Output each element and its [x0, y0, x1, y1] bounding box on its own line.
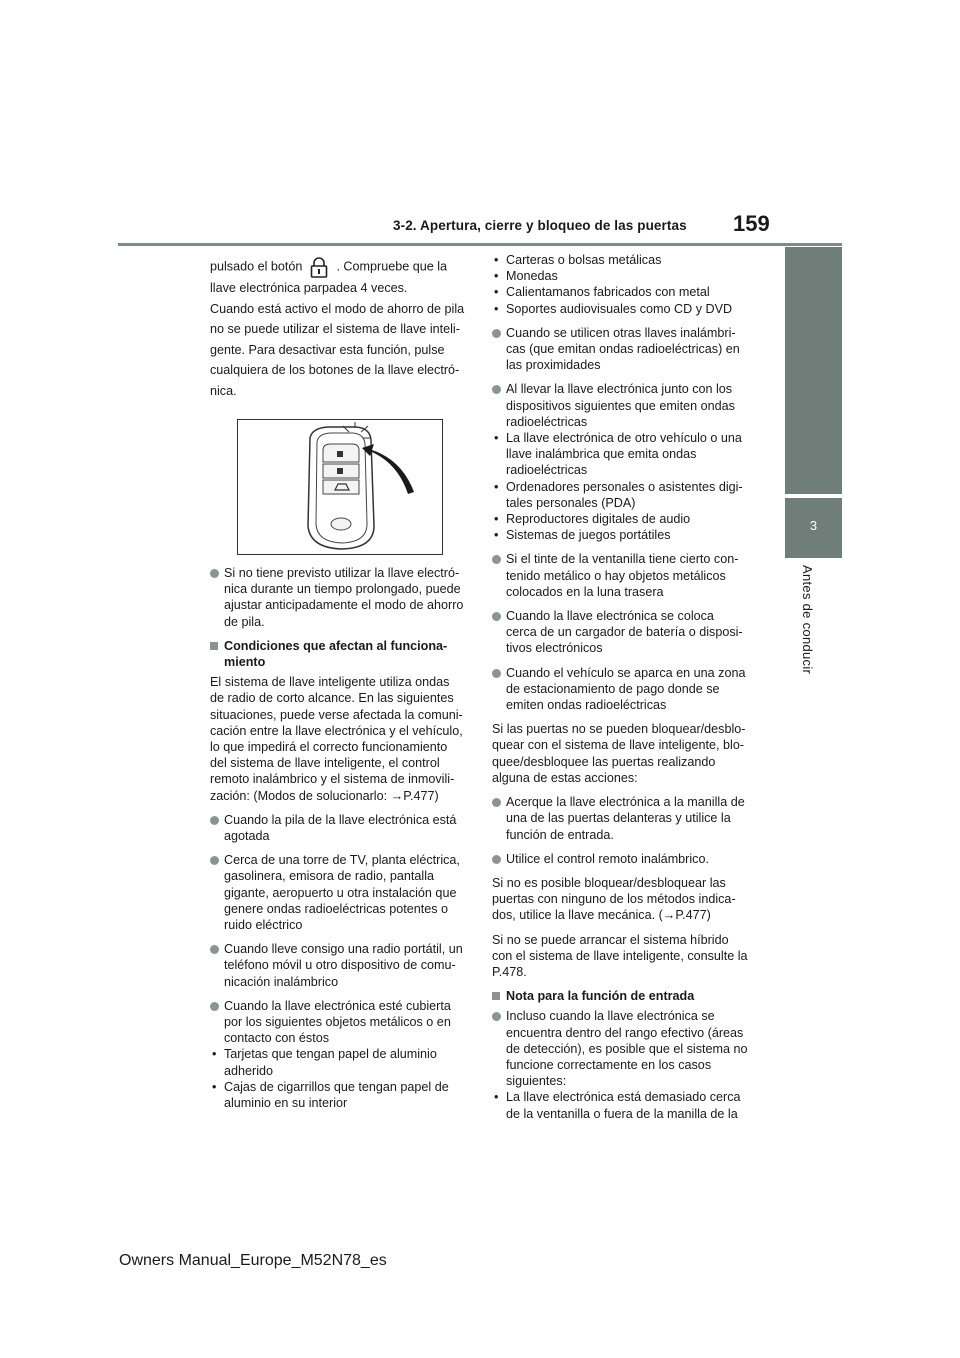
side-tab-bar — [785, 247, 842, 494]
chapter-number: 3 — [809, 518, 818, 533]
footer-manual-id: Owners Manual_Europe_M52N78_es — [119, 1252, 387, 1269]
list-item-text: La llave electrónica está demasiado cerca de la ventanilla o fuera de la manilla de la — [506, 1090, 741, 1121]
lock-icon — [308, 256, 330, 278]
lead-first-line — [210, 256, 466, 278]
metal-objects-list — [210, 1046, 466, 1111]
list-item: • La llave electrónica de otro vehículo o una llave inalámbrica que emita ondas radioeléctricas — [494, 431, 742, 478]
list-item-text: Soportes audiovisuales como CD y DVD — [506, 301, 733, 316]
circle-bullet-icon — [492, 555, 501, 564]
battery-saver-note — [210, 565, 466, 630]
circle-bullet-icon — [210, 569, 219, 578]
list-item-text: Carteras o bolsas metálicas — [506, 253, 662, 267]
condition-bullet — [210, 852, 466, 933]
condition-bullet — [210, 812, 466, 844]
header-rule — [118, 243, 842, 246]
list-item-text: Cajas de cigarrillos que tengan papel de aluminio en su interior — [224, 1079, 449, 1111]
list-item-text: Monedas — [506, 269, 558, 284]
condition-bullet — [210, 998, 466, 1111]
list-item: • Carteras o bolsas metálicas — [494, 253, 662, 267]
lock-fail-paragraph: Si las puertas no se pueden bloquear/desblo-quear con el sistema de llave inteligente, blo-quee/desbloquee las puertas realizando alguna de estas acciones: — [492, 722, 746, 785]
list-item-text: Sistemas de juegos portátiles — [506, 528, 671, 543]
list-item: • Cajas de cigarrillos que tengan papel de aluminio en su interior — [212, 1079, 449, 1111]
condition-bullet — [210, 941, 466, 990]
list-item-text: Calientamanos fabricados con metal — [506, 285, 710, 300]
circle-bullet-icon — [210, 856, 219, 865]
heading-text: Condiciones que afectan al funciona-miento — [224, 638, 448, 670]
condition-bullet — [492, 608, 748, 657]
bullet-text: Acerque la llave electrónica a la manilla de una de las puertas delanteras y utilice la función de entrada. — [506, 795, 745, 842]
entry-cases-list — [492, 1089, 748, 1121]
list-item: • Calientamanos fabricados con metal — [494, 285, 710, 300]
conditions-paragraph: El sistema de llave inteligente utiliza ondas de radio de corto alcance. En las siguientes situaciones, puede verse afectada la comuni-cación entre la llave electrónica y el vehículo, lo que impedirá el correcto funcionamiento del sistema de llave inteligente, el control remoto inalámbrico y el sistema de inmovili-zación: (Modos de solucionarlo: →P.477) — [210, 675, 463, 803]
right-column — [492, 252, 748, 1130]
entry-bullet — [492, 1008, 748, 1121]
key-fob-drawing — [238, 420, 442, 554]
list-item: • Tarjetas que tengan papel de aluminio adherido — [212, 1047, 437, 1078]
heading-text: Nota para la función de entrada — [506, 989, 695, 1004]
action-bullet — [492, 794, 748, 843]
devices-list — [492, 430, 748, 543]
lead-line: nica. — [210, 383, 237, 398]
lead-line: no se puede utilizar el sistema de llave inteli- — [210, 322, 460, 336]
circle-bullet-icon — [492, 329, 501, 338]
circle-bullet-icon — [492, 669, 501, 678]
mechanical-key-paragraph: Si no es posible bloquear/desbloquear las puertas con ninguno de los métodos indica-dos, utilice la llave mecánica. (→P.477) — [492, 875, 736, 923]
bullet-text: Al llevar la llave electrónica junto con los dispositivos siguientes que emiten ondas radioeléctricas — [506, 382, 735, 429]
lead-line: llave electrónica parpadea 4 veces. — [210, 281, 408, 295]
lead-line: Cuando está activo el modo de ahorro de pila — [210, 301, 465, 316]
page-number: 159 — [733, 211, 770, 236]
bullet-text: Incluso cuando la llave electrónica se encuentra dentro del rango efectivo (áreas de detección), es posible que el sistema no funcione correctamente en los casos siguientes: — [506, 1009, 748, 1089]
left-column — [210, 252, 466, 1119]
header-section-title: 3-2. Apertura, cierre y bloqueo de las puertas — [393, 218, 687, 233]
list-item: • La llave electrónica está demasiado cerca de la ventanilla o fuera de la manilla de la — [494, 1090, 741, 1121]
entry-function-heading — [492, 988, 748, 1004]
metal-objects-list-continued — [492, 252, 748, 317]
list-item-text: Reproductores digitales de audio — [506, 512, 691, 527]
list-item: • Sistemas de juegos portátiles — [494, 528, 671, 543]
bullet-text: Cuando el vehículo se aparca en una zona de estacionamiento de pago donde se emiten ondas radioeléctricas — [506, 665, 746, 713]
bullet-text: Cuando la llave electrónica se coloca cerca de un cargador de batería o disposi-tivos electrónicos — [506, 609, 743, 656]
condition-bullet — [492, 325, 748, 374]
list-item: • Monedas — [494, 269, 558, 284]
circle-bullet-icon — [492, 612, 501, 621]
circle-bullet-icon — [492, 1012, 501, 1021]
lead-paragraph — [210, 256, 466, 401]
conditions-heading — [210, 638, 466, 670]
bullet-text: Cuando se utilicen otras llaves inalámbri-cas (que emitan ondas radioeléctricas) en las proximidades — [506, 325, 740, 373]
action-bullet — [492, 851, 748, 867]
key-fob-illustration — [237, 419, 443, 555]
circle-bullet-icon — [210, 945, 219, 954]
chapter-tab — [785, 498, 842, 558]
bullet-text: Utilice el control remoto inalámbrico. — [506, 851, 709, 866]
condition-bullet — [492, 551, 748, 600]
hybrid-start-paragraph: Si no se puede arrancar el sistema híbrido con el sistema de llave inteligente, consulte la P.478. — [492, 932, 748, 979]
chapter-title: Antes de conducir — [800, 565, 815, 675]
bullet-text: Cuando la llave electrónica esté cubierta por los siguientes objetos metálicos o en contacto con éstos — [224, 998, 451, 1046]
circle-bullet-icon — [210, 1002, 219, 1011]
bullet-text: Cuando lleve consigo una radio portátil, un teléfono móvil u otro dispositivo de comu-nicación inalámbrico — [224, 942, 463, 989]
lead-line: gente. Para desactivar esta función, pulse — [210, 342, 445, 357]
circle-bullet-icon — [210, 816, 219, 825]
condition-bullet — [492, 381, 748, 543]
lead-after-icon: . Compruebe que la — [336, 259, 448, 274]
circle-bullet-icon — [492, 798, 501, 807]
condition-bullet — [492, 665, 748, 714]
bullet-text: Cerca de una torre de TV, planta eléctrica, gasolinera, emisora de radio, pantalla gigante, aeropuerto u otra instalación que genere ondas radioeléctricas potentes o ruido eléctrico — [224, 853, 460, 933]
lead-before-icon: pulsado el botón — [210, 259, 303, 274]
list-item: • Ordenadores personales o asistentes digi-tales personales (PDA) — [494, 479, 743, 510]
lead-line: cualquiera de los botones de la llave electró- — [210, 363, 460, 377]
list-item-text: Ordenadores personales o asistentes digi-tales personales (PDA) — [506, 479, 743, 510]
square-heading-icon — [492, 992, 500, 1000]
bullet-text: Si no tiene previsto utilizar la llave electró-nica durante un tiempo prolongado, puede ajustar anticipadamente el modo de ahorro de pila. — [224, 566, 464, 629]
circle-bullet-icon — [492, 855, 501, 864]
list-item: • Reproductores digitales de audio — [494, 512, 691, 527]
list-item: • Soportes audiovisuales como CD y DVD — [494, 301, 733, 316]
bullet-text: Cuando la pila de la llave electrónica está agotada — [224, 812, 457, 844]
bullet-text: Si el tinte de la ventanilla tiene cierto con-tenido metálico o hay objetos metálicos colocados en la luna trasera — [506, 552, 739, 599]
list-item-text: La llave electrónica de otro vehículo o una llave inalámbrica que emita ondas radioeléctricas — [506, 431, 742, 478]
list-item-text: Tarjetas que tengan papel de aluminio adherido — [224, 1047, 437, 1078]
square-heading-icon — [210, 642, 218, 650]
circle-bullet-icon — [492, 385, 501, 394]
